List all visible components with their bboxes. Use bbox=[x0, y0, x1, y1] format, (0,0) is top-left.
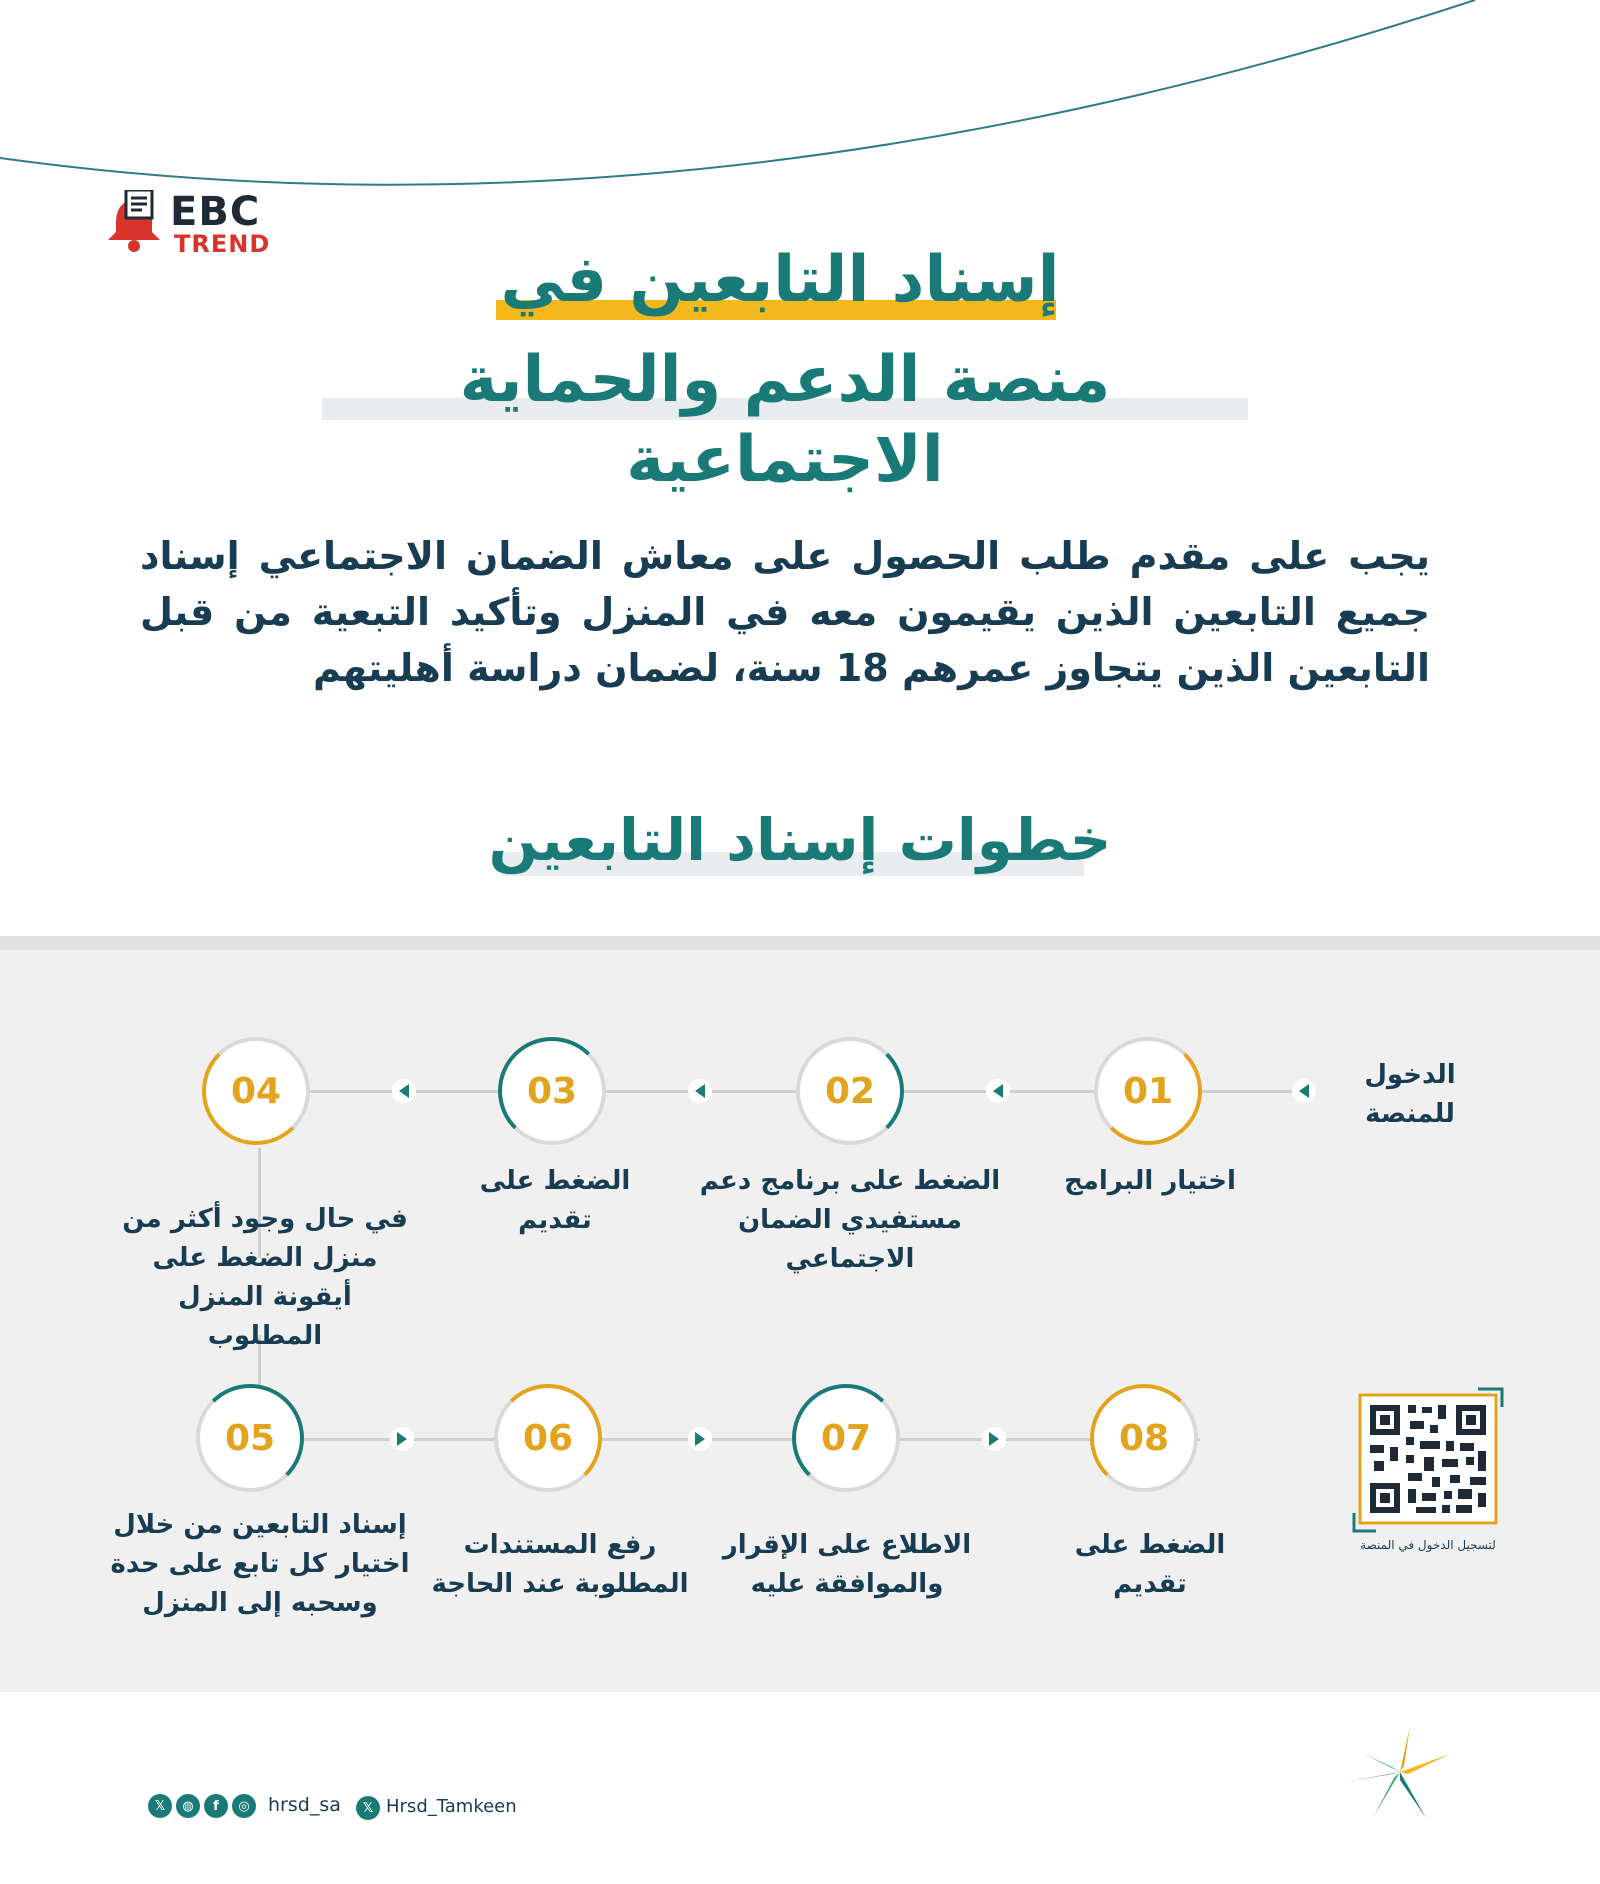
x-icon[interactable]: 𝕏 bbox=[356, 1796, 380, 1820]
step-03-label: الضغط على تقديم bbox=[479, 1166, 631, 1235]
start-label: الدخول للمنصة bbox=[1364, 1060, 1456, 1129]
instagram-icon[interactable]: ◎ bbox=[232, 1794, 256, 1818]
page-title-line1: إسناد التابعين في bbox=[500, 243, 1060, 317]
step-06-label: رفع المستندات المطلوبة عند الحاجة bbox=[431, 1530, 689, 1599]
arrow-right-icon bbox=[688, 1427, 712, 1451]
step-07-label: الاطلاع على الإقرار والموافقة عليه bbox=[722, 1530, 972, 1599]
arrow-left-icon bbox=[986, 1079, 1010, 1103]
logo-sub-text: TREND bbox=[174, 230, 271, 258]
intro-paragraph: يجب على مقدم طلب الحصول على معاش الضمان الاجتماعي إسناد جميع التابعين الذين يقيمون معه في المنزل وتأكيد التبعية من قبل التابعين الذين يتجاوز عمرهم 18 سنة، لضمان دراسة أهليتهم bbox=[140, 534, 1430, 690]
ebc-trend-logo bbox=[104, 190, 274, 260]
step-04-label: في حال وجود أكثر من منزل الضغط على أيقونة المنزل المطلوب bbox=[122, 1204, 408, 1351]
step-02-label: الضغط على برنامج دعم مستفيدي الضمان الاجتماعي bbox=[699, 1166, 1001, 1274]
step-02-circle: 02 bbox=[796, 1037, 904, 1145]
top-curve-decoration bbox=[0, 0, 1600, 220]
step-01-circle: 01 bbox=[1094, 1037, 1202, 1145]
step-06-circle: 06 bbox=[494, 1384, 602, 1492]
snapchat-icon[interactable]: ◍ bbox=[176, 1794, 200, 1818]
facebook-icon[interactable]: f bbox=[204, 1794, 228, 1818]
bell-icon bbox=[104, 190, 168, 254]
panel-top-bar bbox=[0, 936, 1600, 950]
arrow-left-icon bbox=[1292, 1079, 1316, 1103]
arrow-left-icon bbox=[392, 1079, 416, 1103]
qr-code[interactable] bbox=[1350, 1385, 1506, 1535]
social-icons bbox=[148, 1794, 256, 1818]
step-03-circle: 03 bbox=[498, 1037, 606, 1145]
steps-title: خطوات إسناد التابعين bbox=[488, 806, 1112, 874]
step-08-label: الضغط على تقديم bbox=[1074, 1530, 1226, 1599]
step-05-circle: 05 bbox=[196, 1384, 304, 1492]
social-handle[interactable]: hrsd_sa bbox=[268, 1794, 341, 1816]
logo-brand-text: EBC bbox=[170, 189, 261, 235]
ministry-emblem-icon bbox=[1340, 1722, 1460, 1822]
footer bbox=[0, 1692, 1600, 1884]
x-icon[interactable]: 𝕏 bbox=[148, 1794, 172, 1818]
page-title-line2: منصة الدعم والحماية الاجتماعية bbox=[459, 343, 1111, 497]
step-07-circle: 07 bbox=[792, 1384, 900, 1492]
arrow-left-icon bbox=[688, 1079, 712, 1103]
step-05-label: إسناد التابعين من خلال اختيار كل تابع على حدة وسحبه إلى المنزل bbox=[110, 1510, 410, 1618]
arrow-right-icon bbox=[982, 1427, 1006, 1451]
step-01-label: اختيار البرامج bbox=[1064, 1166, 1236, 1196]
x-handle[interactable]: Hrsd_Tamkeen bbox=[386, 1796, 517, 1817]
step-08-circle: 08 bbox=[1090, 1384, 1198, 1492]
arrow-right-icon bbox=[390, 1427, 414, 1451]
step-04-circle: 04 bbox=[202, 1037, 310, 1145]
qr-caption: لتسجيل الدخول في المنصة bbox=[1360, 1538, 1496, 1552]
